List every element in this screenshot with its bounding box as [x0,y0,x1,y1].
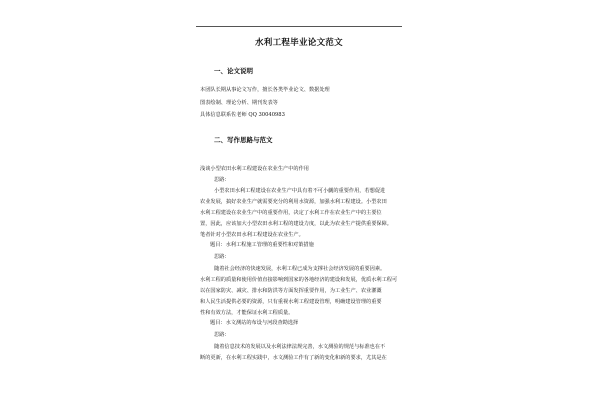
description-line: 具体信息联系佐老师 QQ 30040983 [200,112,285,118]
approach-label: 思路： [214,332,230,338]
section-heading-approach: 二、写作思路与范文 [214,136,273,144]
paragraph-line: 随着信息技术的发展以及水利法律法规完善，水文测验的规范与标准也在不 [214,344,386,350]
description-line: 图表绘制、理论分析、期刊发表等 [200,100,278,106]
paragraph-line: 性和有效方法，才能保证水利工程质量。 [200,310,294,316]
paragraph-line: 随着社会经济的快速发展，水利工程已成为支撑社会经济发展的重要因素。 [214,266,386,272]
document-title: 水利工程毕业论文范文 [254,38,343,48]
topic-line: 题目：水利工程施工管理的重要性和对策措施 [210,242,314,248]
document-page [196,0,402,400]
paragraph-line: 水利工程的质量和使用价值直接影响到国家的各地经济的建设和发展，优质水利工程可 [200,277,398,283]
paragraph-line: 断的更新，在水利工程实践中，水文测验工作有了新的变化和新的要求，尤其是在 [200,355,387,361]
essay-subtitle: 浅谈小型农田水利工程建设在农业生产中的作用 [200,166,309,172]
paragraph-line: 和人民生活提供必要的资源，只有重视水利工程建设管理，明确建设管理的重要 [200,299,382,305]
paragraph-line: 农业发展，搞好农业生产就需要充分的利用水资源，加强水利工程建设。小型农田 [200,199,387,205]
topic-line: 题目：水文测站的布设与河段查勘选择 [210,320,299,326]
paragraph-line: 置，因此，应该加大小型农田水利工程的建设力度，以此为农业生产提供重要保障。 [200,221,392,227]
paragraph-line: 小型农田水利工程建设在农业生产中具有着不可小觑的重要作用，若想促进 [214,188,386,194]
paragraph-line: 水利工程建设在农业生产中的重要作用，决定了水利工作在农业生产中的主要位 [200,210,382,216]
header-rule [196,26,402,27]
paragraph-line: 以在国家防灾、减灾、排水和防洪等方面发挥重要作用，为工业生产、农业灌溉 [200,288,382,294]
section-heading-description: 一、论文说明 [214,67,253,75]
approach-label: 思路： [214,254,230,260]
paragraph-line: 笔者针对小型农田水利工程建设在农业生产。 [200,232,304,238]
description-line: 本团队长期从事论文写作，擅长各类毕业论文、数据处理 [200,87,330,93]
approach-label: 思路： [214,177,230,183]
